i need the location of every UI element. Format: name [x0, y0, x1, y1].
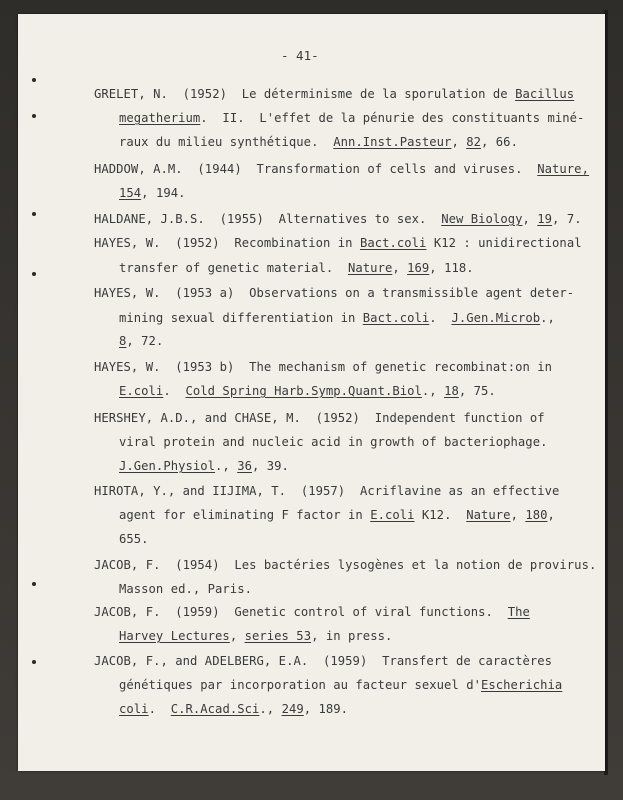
reference-text: JACOB, F., and ADELBERG, E.A. (1959) Transfert de caractères — [94, 654, 553, 668]
reference-text: ., — [259, 702, 282, 716]
reference-text: ., — [215, 459, 238, 473]
underlined-citation: New Biology — [441, 212, 523, 226]
reference-text: ., — [421, 384, 445, 398]
reference-text: , 189. — [303, 702, 349, 716]
underlined-citation: The — [507, 605, 530, 619]
underlined-citation: 19 — [537, 212, 553, 226]
underlined-citation: 249 — [281, 702, 304, 716]
reference-entry-continuation-line — [119, 678, 562, 692]
reference-entry-continuation-line — [119, 459, 289, 473]
reference-text: HERSHEY, A.D., and CHASE, M. (1952) Independent function of — [94, 411, 545, 425]
underlined-citation: megatherium — [119, 111, 201, 125]
reference-text: JACOB, F. (1959) Genetic control of viral functions. — [94, 605, 508, 619]
reference-text: , 72. — [126, 334, 164, 348]
underlined-citation: Harvey Lectures — [119, 629, 230, 643]
reference-entry-continuation-line — [119, 261, 474, 275]
reference-text: , — [229, 629, 245, 643]
reference-entry-first-line — [94, 360, 552, 374]
reference-list — [18, 14, 605, 771]
reference-entry-first-line — [94, 411, 545, 425]
underlined-citation: Cold Spring Harb.Symp.Quant.Biol — [185, 384, 422, 398]
reference-text: , — [522, 212, 538, 226]
reference-text: , — [547, 508, 555, 522]
underlined-citation: Bact.coli — [359, 236, 427, 250]
underlined-citation: 18 — [444, 384, 459, 398]
underlined-citation: 82 — [466, 135, 482, 149]
underlined-citation: 36 — [237, 459, 252, 473]
underlined-citation: E.coli — [119, 384, 164, 398]
reference-entry-first-line — [94, 87, 574, 101]
reference-text: viral protein and nucleic acid in growth of bacteriophage. — [119, 435, 548, 449]
reference-text: raux du milieu synthétique. — [119, 135, 334, 149]
reference-entry-first-line — [94, 654, 552, 668]
reference-text: agent for eliminating F factor in — [119, 508, 371, 522]
reference-text: , — [392, 261, 408, 275]
reference-text: Masson ed., Paris. — [119, 582, 252, 596]
reference-text: 655. — [119, 532, 149, 546]
reference-text: , 7. — [552, 212, 582, 226]
reference-text: GRELET, N. (1952) Le déterminisme de la sporulation de — [94, 87, 516, 101]
reference-entry-continuation-line — [119, 334, 163, 348]
underlined-citation: Nature — [466, 508, 511, 522]
reference-text: HAYES, W. (1952) Recombination in — [94, 236, 360, 250]
reference-text: transfer of genetic material. — [119, 261, 349, 275]
reference-text: HAYES, W. (1953 b) The mechanism of genetic recombinat:on in — [94, 360, 553, 374]
reference-text: . — [429, 311, 452, 325]
underlined-citation: coli — [119, 702, 149, 716]
underlined-citation: 169 — [407, 261, 430, 275]
reference-entry-first-line — [94, 558, 596, 572]
reference-text: , — [510, 508, 526, 522]
underlined-citation: 8 — [119, 334, 127, 348]
reference-entry-first-line — [94, 212, 582, 226]
document-page — [18, 14, 605, 771]
reference-entry-continuation-line — [119, 135, 518, 149]
reference-text: mining sexual differentiation in — [119, 311, 363, 325]
reference-text: ., — [540, 311, 555, 325]
underlined-citation: 180 — [525, 508, 548, 522]
reference-text: , — [451, 135, 467, 149]
underlined-citation: J.Gen.Physiol — [119, 459, 216, 473]
reference-entry-continuation-line — [119, 111, 584, 125]
reference-text: JACOB, F. (1954) Les bactéries lysogènes et la notion de provirus. — [94, 558, 597, 572]
reference-text: HALDANE, J.B.S. (1955) Alternatives to sex. — [94, 212, 442, 226]
reference-text: , 66. — [481, 135, 518, 149]
reference-entry-first-line — [94, 236, 582, 250]
reference-entry-first-line — [94, 605, 530, 619]
reference-entry-first-line — [94, 484, 559, 498]
reference-entry-continuation-line — [119, 311, 555, 325]
reference-text: K12 : unidirectional — [426, 236, 582, 250]
underlined-citation: Bact.coli — [362, 311, 430, 325]
reference-text: , 39. — [252, 459, 289, 473]
reference-entry-first-line — [94, 286, 574, 300]
reference-text: . — [163, 384, 186, 398]
reference-text: . — [148, 702, 171, 716]
reference-entry-continuation-line — [119, 582, 252, 596]
reference-entry-continuation-line — [119, 384, 496, 398]
underlined-citation: Nature — [348, 261, 393, 275]
underlined-citation: Nature, — [537, 162, 589, 176]
underlined-citation: series 53 — [244, 629, 312, 643]
underlined-citation: Escherichia — [481, 678, 563, 692]
underlined-citation: Bacillus — [515, 87, 575, 101]
reference-entry-continuation-line — [119, 186, 186, 200]
reference-entry-continuation-line — [119, 508, 555, 522]
reference-text: K12. — [414, 508, 467, 522]
reference-text: HAYES, W. (1953 a) Observations on a transmissible agent deter- — [94, 286, 575, 300]
reference-entry-continuation-line — [119, 435, 547, 449]
reference-text: , in press. — [311, 629, 393, 643]
reference-text: , 194. — [141, 186, 186, 200]
reference-text: , 118. — [429, 261, 474, 275]
underlined-citation: Ann.Inst.Pasteur — [333, 135, 452, 149]
reference-entry-continuation-line — [119, 702, 348, 716]
reference-entry-continuation-line — [119, 629, 392, 643]
underlined-citation: J.Gen.Microb — [451, 311, 541, 325]
reference-text: génétiques par incorporation au facteur sexuel d' — [119, 678, 481, 692]
underlined-citation: E.coli — [370, 508, 415, 522]
reference-text: , 75. — [458, 384, 496, 398]
reference-text: HIROTA, Y., and IIJIMA, T. (1957) Acriflavine as an effective — [94, 484, 560, 498]
page-number: - 41- — [281, 48, 319, 63]
underlined-citation: 154 — [119, 186, 142, 200]
underlined-citation: C.R.Acad.Sci — [170, 702, 260, 716]
reference-entry-continuation-line — [119, 532, 149, 546]
reference-entry-first-line — [94, 162, 589, 176]
reference-text: HADDOW, A.M. (1944) Transformation of cells and viruses. — [94, 162, 538, 176]
reference-text: . II. L'effet de la pénurie des constituants miné- — [200, 111, 585, 125]
